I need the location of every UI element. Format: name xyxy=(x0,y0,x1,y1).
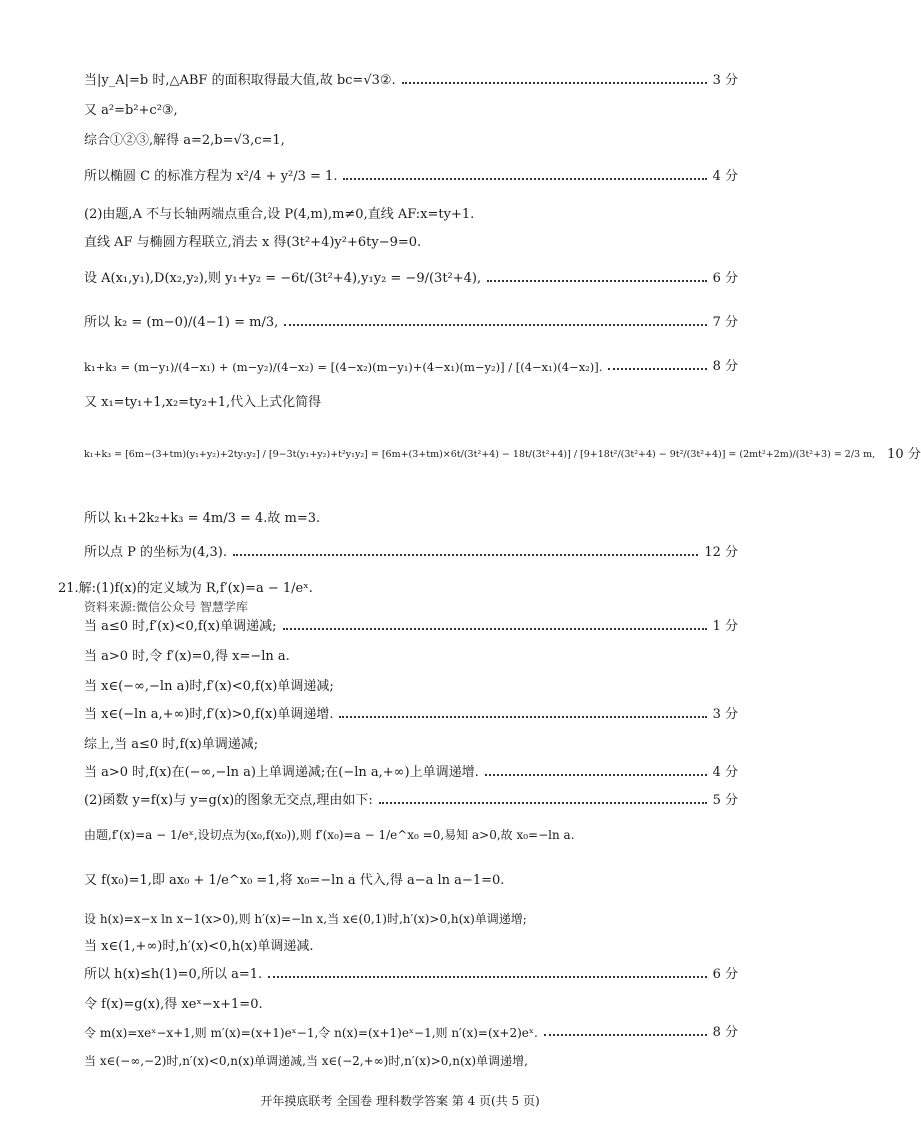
score-points: 3 分 xyxy=(712,73,738,88)
answer-line xyxy=(84,764,738,782)
score-points: 4 分 xyxy=(712,169,738,184)
line-text: (2)函数 y=f(x)与 y=g(x)的图象无交点,理由如下: xyxy=(84,793,373,808)
score-points: 6 分 xyxy=(712,967,738,982)
leader-dots xyxy=(379,802,707,804)
score-points: 5 分 xyxy=(712,793,738,808)
answer-line xyxy=(84,736,738,754)
answer-line xyxy=(84,358,738,376)
line-text: k₁+k₃ = (m−y₁)/(4−x₁) + (m−y₂)/(4−x₂) = [(4−x₂)(m−y₁)+(4−x₁)(m−y₂)] / [(4−x₁)(4−x₂)]. xyxy=(84,360,603,374)
answer-line xyxy=(84,1024,738,1042)
line-text: 当 a>0 时,令 f′(x)=0,得 x=−ln a. xyxy=(84,649,290,664)
answer-line xyxy=(84,872,738,890)
leader-dots xyxy=(487,280,706,282)
answer-line xyxy=(84,826,738,844)
answer-line xyxy=(84,270,738,288)
line-text: 当 x∈(−ln a,+∞)时,f′(x)>0,f(x)单调递增. xyxy=(84,707,334,722)
answer-line xyxy=(84,618,738,636)
score-points: 10 分 xyxy=(887,447,921,462)
leader-dots xyxy=(402,82,707,84)
source-note: 资料来源:微信公众号 智慧学库 xyxy=(84,600,248,614)
leader-dots xyxy=(485,774,707,776)
line-text: 所以 k₁+2k₂+k₃ = 4m/3 = 4.故 m=3. xyxy=(84,511,321,526)
answer-line xyxy=(84,102,738,120)
line-text: (2)由题,A 不与长轴两端点重合,设 P(4,m),m≠0,直线 AF:x=ty+1. xyxy=(84,207,475,222)
line-text: 又 f(x₀)=1,即 ax₀ + 1/e^x₀ =1,将 x₀=−ln a 代入,得 a−a ln a−1=0. xyxy=(84,873,505,888)
page-footer: 开年摸底联考 全国卷 理科数学答案 第 4 页(共 5 页) xyxy=(260,1094,540,1108)
answer-line xyxy=(84,1052,738,1070)
leader-dots xyxy=(339,716,706,718)
line-text: 设 h(x)=x−x ln x−1(x>0),则 h′(x)=−ln x,当 x∈(0,1)时,h′(x)>0,h(x)单调递增; xyxy=(84,912,527,926)
line-text: 当 x∈(−∞,−2)时,n′(x)<0,n(x)单调递减,当 x∈(−2,+∞)时,n′(x)>0,n(x)单调递增, xyxy=(84,1054,528,1068)
answer-line xyxy=(84,168,738,186)
leader-dots xyxy=(233,554,698,556)
line-text: 设 A(x₁,y₁),D(x₂,y₂),则 y₁+y₂ = −6t/(3t²+4),y₁y₂ = −9/(3t²+4), xyxy=(84,271,482,286)
leader-dots xyxy=(283,628,707,630)
score-points: 7 分 xyxy=(712,315,738,330)
answer-line xyxy=(58,580,738,598)
leader-dots xyxy=(284,324,706,326)
score-points: 8 分 xyxy=(712,1025,738,1040)
answer-line xyxy=(84,966,738,984)
line-text: 当 x∈(−∞,−ln a)时,f′(x)<0,f(x)单调递减; xyxy=(84,679,334,694)
line-text: 令 f(x)=g(x),得 xeˣ−x+1=0. xyxy=(84,997,263,1012)
line-text: 当 a>0 时,f(x)在(−∞,−ln a)上单调递减;在(−ln a,+∞)上单调递增. xyxy=(84,765,479,780)
answer-line xyxy=(84,510,738,528)
answer-line xyxy=(84,706,738,724)
leader-dots xyxy=(268,976,706,978)
leader-dots xyxy=(608,368,706,370)
line-text: 21.解:(1)f(x)的定义域为 R,f′(x)=a − 1/eˣ. xyxy=(58,581,313,596)
line-text: 所以椭圆 C 的标准方程为 x²/4 + y²/3 = 1. xyxy=(84,169,338,184)
answer-line xyxy=(84,648,738,666)
answer-line xyxy=(84,938,738,956)
answer-line xyxy=(84,72,738,90)
answer-line xyxy=(84,206,738,224)
score-points: 3 分 xyxy=(712,707,738,722)
answer-line xyxy=(84,544,738,562)
leader-dots xyxy=(544,1034,707,1036)
answer-line xyxy=(84,234,738,252)
line-text: 综合①②③,解得 a=2,b=√3,c=1, xyxy=(84,133,285,148)
score-points: 4 分 xyxy=(712,765,738,780)
score-points: 12 分 xyxy=(704,545,738,560)
score-points: 8 分 xyxy=(712,359,738,374)
line-text: 所以 k₂ = (m−0)/(4−1) = m/3, xyxy=(84,315,279,330)
score-points: 1 分 xyxy=(712,619,738,634)
answer-line xyxy=(84,996,738,1014)
line-text: 令 m(x)=xeˣ−x+1,则 m′(x)=(x+1)eˣ−1,令 n(x)=(x+1)eˣ−1,则 n′(x)=(x+2)eˣ. xyxy=(84,1026,538,1040)
line-text: 所以 h(x)≤h(1)=0,所以 a=1. xyxy=(84,967,263,982)
line-text: 又 x₁=ty₁+1,x₂=ty₂+1,代入上式化简得 xyxy=(84,395,322,410)
score-points: 6 分 xyxy=(712,271,738,286)
line-text: 综上,当 a≤0 时,f(x)单调递减; xyxy=(84,737,259,752)
line-text: 当 x∈(1,+∞)时,h′(x)<0,h(x)单调递减. xyxy=(84,939,314,954)
line-text: 当|y_A|=b 时,△ABF 的面积取得最大值,故 bc=√3②. xyxy=(84,73,396,88)
answer-line xyxy=(84,446,921,464)
answer-line xyxy=(84,394,738,412)
line-text: k₁+k₃ = [6m−(3+tm)(y₁+y₂)+2ty₁y₂] / [9−3t(y₁+y₂)+t²y₁y₂] = [6m+(3+tm)×6t/(3t²+4) − 18t/(3t²+4)] / [9+18t²/(3t²+4) − 9t²/(3t²+4)] = (2mt²+2m)/(3t²+3) = 2/3 m, xyxy=(84,449,876,460)
line-text: 直线 AF 与椭圆方程联立,消去 x 得(3t²+4)y²+6ty−9=0. xyxy=(84,235,422,250)
line-text: 由题,f′(x)=a − 1/eˣ,设切点为(x₀,f(x₀)),则 f′(x₀)=a − 1/e^x₀ =0,易知 a>0,故 x₀=−ln a. xyxy=(84,828,575,842)
answer-line xyxy=(84,678,738,696)
line-text: 所以点 P 的坐标为(4,3). xyxy=(84,545,227,560)
answer-line xyxy=(84,792,738,810)
answer-line xyxy=(84,314,738,332)
leader-dots xyxy=(343,178,706,180)
answer-line xyxy=(84,132,738,150)
line-text: 又 a²=b²+c²③, xyxy=(84,103,178,118)
answer-line xyxy=(84,910,738,928)
line-text: 当 a≤0 时,f′(x)<0,f(x)单调递减; xyxy=(84,619,277,634)
